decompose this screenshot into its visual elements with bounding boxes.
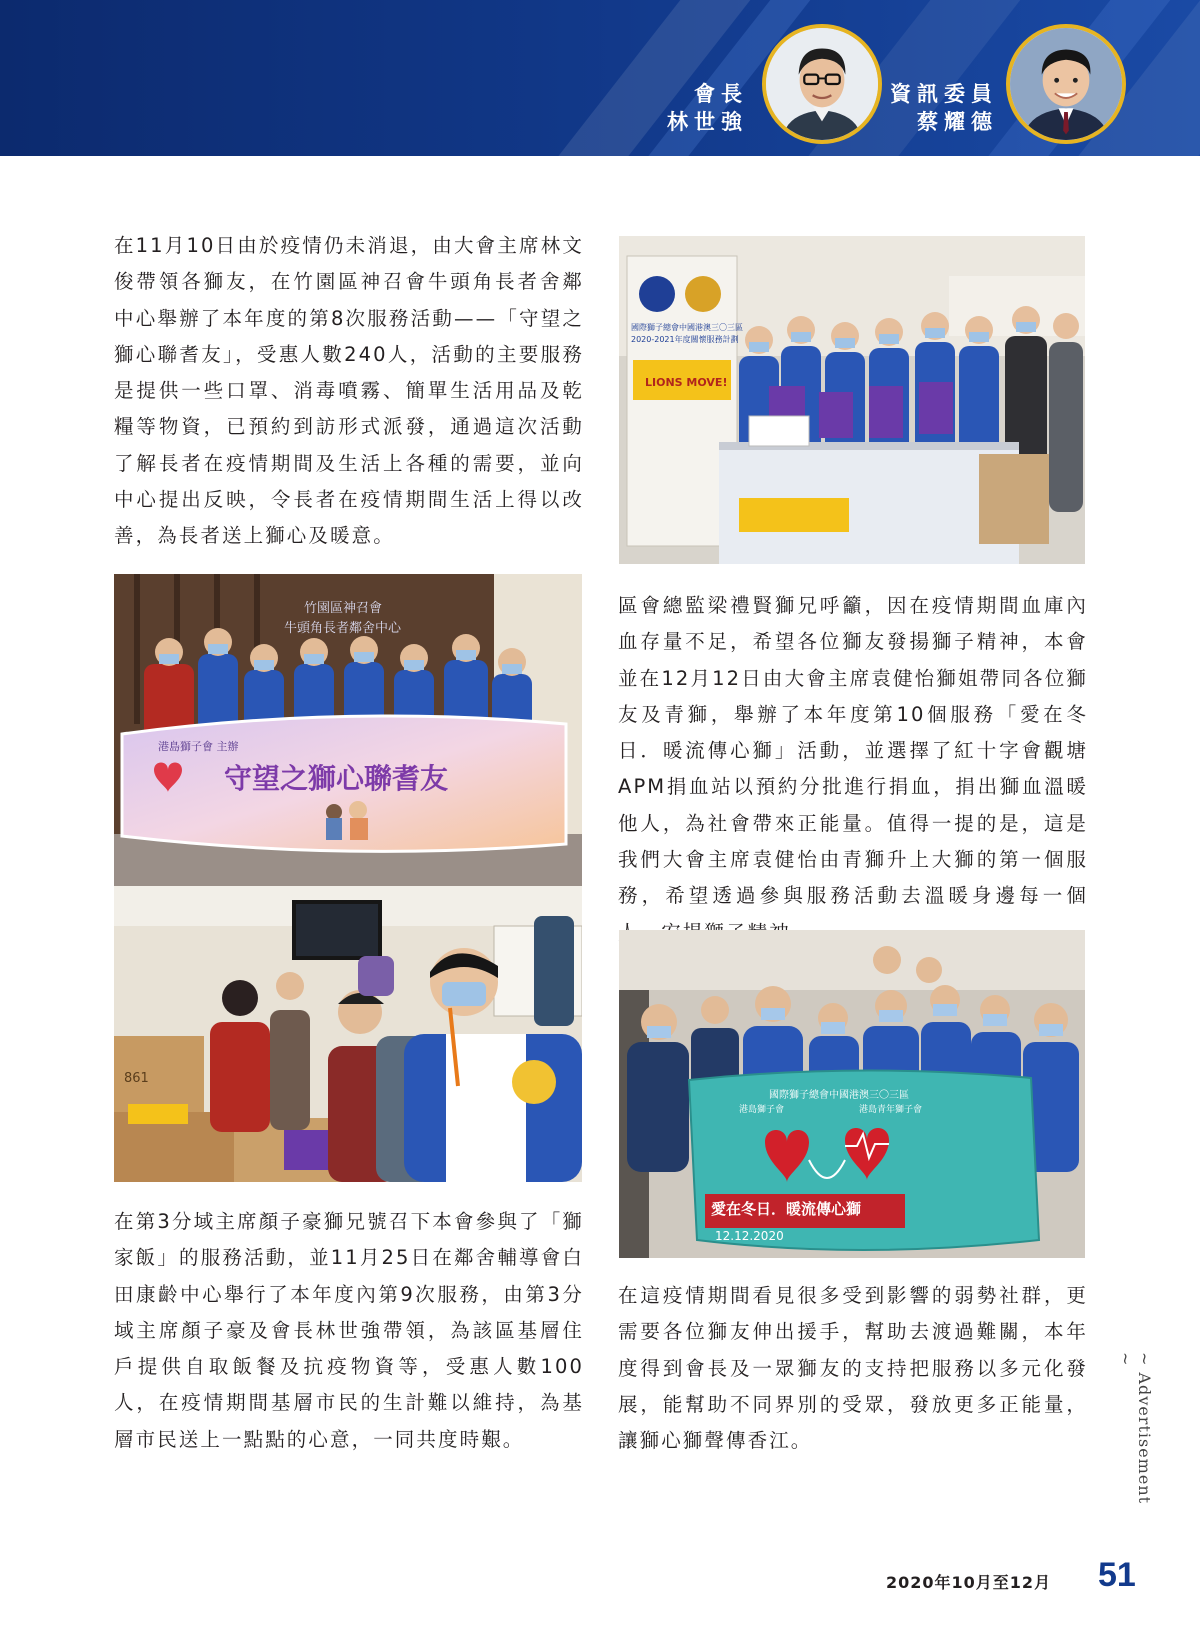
photo-caption: 港島獅子會 <box>739 1105 785 1115</box>
photo-elderly-center-group <box>114 574 582 886</box>
president-portrait <box>762 24 882 144</box>
header-banner <box>0 0 1200 156</box>
officer-title: 會長 <box>694 82 748 106</box>
photo-caption: 港島青年獅子會 <box>859 1105 923 1115</box>
photo-caption: 12.12.2020 <box>715 1229 784 1243</box>
photo-lions-move-group <box>619 236 1085 564</box>
issue-date: 2020年10月至12月 <box>886 1573 1052 1592</box>
photo-caption: 愛在冬日．暖流傳心獅 <box>711 1200 862 1218</box>
officer-title: 資訊委員 <box>890 82 998 106</box>
photo-caption: 牛頭角長者鄰舍中心 <box>284 621 402 636</box>
photo-illustration <box>619 930 1085 1258</box>
photo-caption: 2020-2021年度關懷服務計劃 <box>631 335 739 344</box>
photo-caption: 竹園區神召會 <box>304 601 383 616</box>
portrait-illustration <box>1010 28 1122 140</box>
article-text-blood-donation: 區會總監梁禮賢獅兄呼籲，因在疫情期間血庫內血存量不足，希望各位獅友發揚獅子精神，本會並在12月12日由大會主席袁健怡獅姐帶同各位獅友及青獅，舉辦了本年度第10個服務「愛在冬日．暖流傳心獅」活動，並選擇了紅十字會觀塘APM捐血站以預約分批進行捐血，捐出獅血溫暖他人，為社會帶來正能量。值得一提的是，這是我們大會主席袁健怡由青獅升上大獅的第一個服務，希望透過參與服務活動去溫暖身邊每一個 <box>618 594 1088 908</box>
photo-illustration <box>114 886 582 1182</box>
photo-blood-donation-group <box>619 930 1085 1258</box>
article-text-blind-elderly-service: 在11月10日由於疫情仍未消退，由大會主席林文俊帶領各獅友，在竹園區神召會牛頭角長者舍鄰中心舉辦了本年度的第8次服務活動——「守望之獅心聯耆友」，受惠人數240人，活動的主要服務是提供一些口罩、消毒噴霧、簡單生活用品及乾糧等物資，已預約到訪形式派發，通過這次活動了解長者在疫情期間及生活上各種的需要，並向中心提出反映，令長者在疫情期間生活上得以改善，為長者送上獅心及暖意。 <box>114 234 584 548</box>
photo-illustration <box>619 236 1085 564</box>
officer-president <box>630 80 748 136</box>
info-committee-portrait <box>1006 24 1126 144</box>
photo-caption: 861 <box>124 1071 149 1086</box>
page-number: 51 <box>1098 1556 1136 1594</box>
photo-meal-packing <box>114 886 582 1182</box>
officer-name: 林世強 <box>667 110 748 134</box>
officer-name: 蔡耀德 <box>917 110 998 134</box>
photo-caption: 守望之獅心聯耆友 <box>224 762 449 795</box>
photo-caption: 港島獅子會 主辦 <box>158 740 239 753</box>
article-text-lions-meal-service: 在第3分域主席顏子豪獅兄號召下本會參與了「獅家飯」的服務活動，並11月25日在鄰舍輔導會白田康齡中心舉行了本年度內第9次服務，由第3分域主席顏子豪及會長林世強帶領，為該區基層住戶提供自取飯餐及抗疫物資等，受惠人數100人，在疫情期間基層市民的生計難以維持，為基層市民送上一點點的心意，一同共度時艱。 <box>114 1210 584 1451</box>
officer-info-committee <box>880 80 998 136</box>
photo-caption: 國際獅子總會中國港澳三〇三區 <box>769 1090 909 1101</box>
portrait-illustration <box>766 28 878 140</box>
article-text-conclusion: 在這疫情期間看見很多受到影響的弱勢社群，更需要各位獅友伸出援手，幫助去渡過難關，本年度得到會長及一眾獅友的支持把服務以多元化發展，能幫助不同界別的受眾，發放更多正能量，讓獅心獅聲傳香江。 <box>618 1284 1088 1453</box>
photo-caption: 國際獅子總會中國港澳三〇三區 <box>631 323 743 332</box>
photo-caption: LIONS MOVE! <box>645 376 728 389</box>
advertisement-side-tag: ~ Advertisement ~ <box>1116 1352 1154 1505</box>
photo-illustration <box>114 574 582 886</box>
